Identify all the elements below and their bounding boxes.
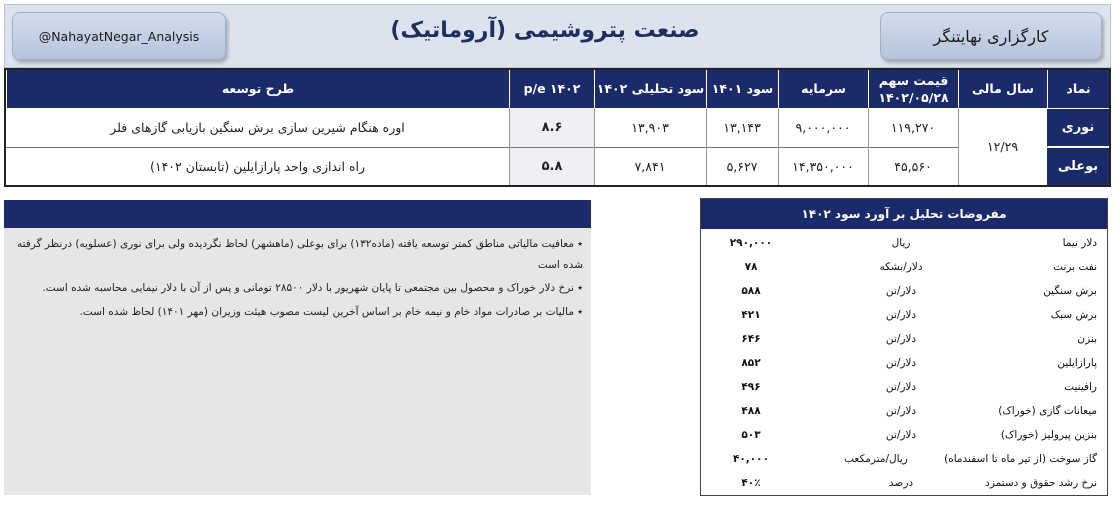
assumption-unit: ریال/مترمکعب (844, 453, 908, 465)
assumption-row (701, 351, 1107, 375)
assumption-row (701, 375, 1107, 399)
col-capital: سرمایه (778, 70, 868, 108)
assumption-value: ۴۰٪ (741, 477, 761, 489)
col-plan: طرح توسعه (6, 70, 509, 108)
col-price-label: قیمت سهم (878, 72, 949, 88)
notes-header (4, 200, 591, 228)
agency-name: کارگزاری نهایتنگر (933, 26, 1049, 46)
pe-cell: ۸.۶ (510, 108, 594, 147)
assumption-value: ۲۹۰,۰۰۰ (729, 237, 773, 249)
assumption-name: بنزن (1077, 333, 1097, 345)
assumption-value: ۴۰,۰۰۰ (732, 453, 770, 465)
assumption-name: برش سبک (1050, 309, 1097, 321)
col-pe: p/e ۱۴۰۲ (509, 70, 594, 108)
col-symbol: نماد (1047, 70, 1109, 108)
col-profit-1401: سود ۱۴۰۱ (706, 70, 778, 108)
capital-cell: ۱۴,۳۵۰,۰۰۰ (792, 159, 854, 174)
profit-1402-cell: ۷,۸۴۱ (634, 159, 666, 174)
symbol-cell: بوعلی (1047, 147, 1109, 185)
assumption-unit: درصد (888, 477, 914, 489)
assumption-value: ۵۰۳ (741, 429, 761, 441)
note-item: ٭ مالیات بر صادرات مواد خام و نیمه خام بر اساس آخرین لیست مصوب هیئت وزیران (مهر ۱۴۰۱) لحاظ شده است. (79, 306, 583, 318)
assumption-name: رافینیت (1064, 381, 1097, 393)
assumption-value: ۴۹۶ (741, 381, 761, 393)
assumption-value: ۶۴۶ (741, 333, 761, 345)
plan-cell: اوره هنگام شیرین سازی برش سنگین بازیابی گازهای فلر (110, 120, 405, 135)
assumption-name: پارازایلین (1057, 357, 1097, 369)
assumption-value: ۵۸۸ (741, 285, 761, 297)
assumption-name: نفت برنت (1053, 261, 1097, 273)
pe-cell: ۵.۸ (510, 148, 594, 185)
assumption-unit: دلار/تن (885, 429, 917, 441)
col-fiscal-year: سال مالی (958, 70, 1047, 108)
fiscal-year-cell: ۱۲/۲۹ (986, 139, 1019, 154)
assumption-row (701, 399, 1107, 423)
assumption-name: میعانات گازی (خوراک) (998, 405, 1097, 417)
assumption-unit: دلار/بشکه (879, 261, 923, 273)
plan-cell: راه اندازی واحد پارازایلین (تابستان ۱۴۰۲) (149, 159, 366, 174)
assumption-value: ۸۵۲ (741, 357, 761, 369)
col-price-date: ۱۴۰۲/۰۵/۲۸ (878, 90, 949, 105)
handle-badge (12, 12, 226, 60)
note-item: ٭ نرخ دلار خوراک و محصول بین مجتمعی تا پایان شهریور با دلار ۲۸۵۰۰ تومانی و پس از آن با دلار نیمایی محاسبه شده است. (42, 282, 583, 294)
assumption-unit: دلار/تن (885, 357, 917, 369)
symbol-cell: نوری (1047, 108, 1109, 146)
assumption-unit: دلار/تن (885, 405, 917, 417)
assumption-value: ۷۸ (744, 261, 758, 273)
assumption-row (701, 447, 1107, 471)
assumption-row (701, 279, 1107, 303)
agency-badge (880, 12, 1102, 60)
assumption-unit: دلار/تن (885, 333, 917, 345)
assumptions-table (700, 198, 1108, 496)
profit-1401-cell: ۱۳,۱۴۳ (723, 120, 761, 135)
assumption-row (701, 255, 1107, 279)
assumption-unit: دلار/تن (885, 285, 917, 297)
assumption-value: ۴۲۱ (741, 309, 761, 321)
assumption-name: نرخ رشد حقوق و دستمزد (985, 477, 1097, 489)
assumption-row (701, 231, 1107, 255)
assumption-name: دلار نیما (1062, 237, 1097, 249)
handle-text: @NahayatNegar_Analysis (38, 28, 200, 44)
assumption-row (701, 423, 1107, 447)
assumption-value: ۴۸۸ (741, 405, 761, 417)
price-cell: ۴۵,۵۶۰ (894, 159, 932, 174)
col-profit-1402: سود تحلیلی ۱۴۰۲ (594, 70, 706, 108)
assumption-row (701, 303, 1107, 327)
notes-panel (4, 228, 591, 495)
assumption-row (701, 327, 1107, 351)
stock-table (4, 68, 1111, 187)
note-item: ٭ معافیت مالیاتی مناطق کمتر توسعه یافته (ماده۱۳۲) برای بوعلی (ماهشهر) لحاظ نگردیده ولی برای نوری (عسلویه) درنظر گرفته شده است (16, 238, 583, 271)
capital-cell: ۹,۰۰۰,۰۰۰ (795, 120, 851, 135)
assumptions-title: مفروضات تحلیل بر آورد سود ۱۴۰۲ (701, 199, 1107, 229)
price-cell: ۱۱۹,۲۷۰ (890, 120, 936, 135)
assumption-name: برش سنگین (1043, 285, 1097, 297)
assumption-unit: ریال (891, 237, 911, 249)
assumption-unit: دلار/تن (885, 381, 917, 393)
table-header (6, 70, 1109, 108)
profit-1402-cell: ۱۳,۹۰۳ (631, 120, 669, 135)
assumption-name: گاز سوخت (از تیر ماه تا اسفندماه) (944, 453, 1097, 465)
assumption-row (701, 471, 1107, 495)
assumption-name: بنزین پیرولیز (خوراک) (1000, 429, 1097, 441)
assumption-unit: دلار/تن (885, 309, 917, 321)
profit-1401-cell: ۵,۶۲۷ (726, 159, 758, 174)
page-title: صنعت پتروشیمی (آروماتیک) (390, 18, 700, 43)
col-price (868, 70, 958, 108)
